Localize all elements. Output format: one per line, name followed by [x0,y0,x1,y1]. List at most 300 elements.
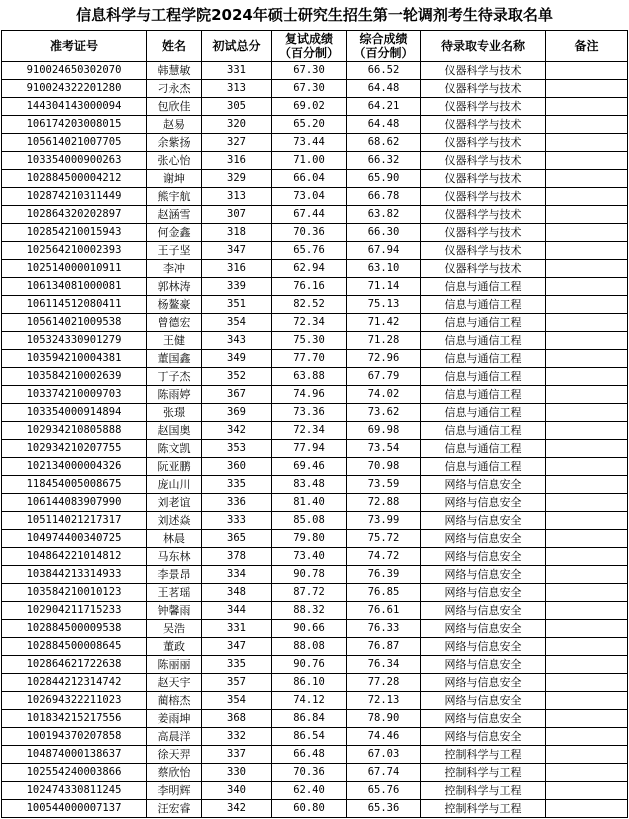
header-initial-score: 初试总分 [202,31,272,62]
cell-name: 庞山川 [147,476,202,494]
cell-composite-score: 64.21 [347,98,421,116]
cell-remark [546,584,628,602]
cell-exam-id: 102134000004326 [2,458,147,476]
cell-name: 李冲 [147,260,202,278]
table-row [2,152,628,170]
cell-name: 吴浩 [147,620,202,638]
cell-exam-id: 103594210004381 [2,350,147,368]
cell-composite-score: 76.61 [347,602,421,620]
cell-name: 高晨洋 [147,728,202,746]
cell-exam-id: 104864221014812 [2,548,147,566]
cell-major: 仪器科学与技术 [421,62,546,80]
cell-retest-score: 72.34 [272,422,347,440]
cell-exam-id: 910024650302070 [2,62,147,80]
table-row [2,782,628,800]
cell-remark [546,692,628,710]
cell-name: 李明辉 [147,782,202,800]
cell-retest-score: 81.40 [272,494,347,512]
cell-major: 仪器科学与技术 [421,188,546,206]
cell-initial-score: 316 [202,152,272,170]
cell-retest-score: 79.80 [272,530,347,548]
cell-remark [546,674,628,692]
table-body [2,62,628,818]
cell-composite-score: 69.98 [347,422,421,440]
cell-retest-score: 66.48 [272,746,347,764]
cell-composite-score: 71.14 [347,278,421,296]
cell-name: 包欣佳 [147,98,202,116]
cell-exam-id: 103354000900263 [2,152,147,170]
cell-exam-id: 105114021217317 [2,512,147,530]
cell-retest-score: 67.30 [272,62,347,80]
cell-composite-score: 76.34 [347,656,421,674]
table-row [2,188,628,206]
cell-exam-id: 144304143000094 [2,98,147,116]
cell-retest-score: 86.84 [272,710,347,728]
cell-exam-id: 102514000010911 [2,260,147,278]
cell-composite-score: 66.32 [347,152,421,170]
table-row [2,692,628,710]
cell-initial-score: 330 [202,764,272,782]
cell-composite-score: 65.76 [347,782,421,800]
cell-major: 网络与信息安全 [421,638,546,656]
cell-initial-score: 353 [202,440,272,458]
cell-name: 丁子杰 [147,368,202,386]
table-row [2,602,628,620]
table-row [2,764,628,782]
table-row [2,422,628,440]
cell-exam-id: 105614021007705 [2,134,147,152]
header-composite-line2: （百分制） [353,46,414,60]
cell-major: 网络与信息安全 [421,584,546,602]
cell-retest-score: 67.30 [272,80,347,98]
cell-composite-score: 73.54 [347,440,421,458]
cell-major: 信息与通信工程 [421,440,546,458]
cell-exam-id: 102904211715233 [2,602,147,620]
cell-remark [546,134,628,152]
cell-retest-score: 87.72 [272,584,347,602]
cell-composite-score: 64.48 [347,116,421,134]
cell-remark [546,80,628,98]
cell-retest-score: 63.88 [272,368,347,386]
cell-remark [546,296,628,314]
cell-composite-score: 76.33 [347,620,421,638]
cell-initial-score: 327 [202,134,272,152]
cell-major: 控制科学与工程 [421,746,546,764]
cell-retest-score: 90.76 [272,656,347,674]
cell-major: 仪器科学与技术 [421,260,546,278]
cell-major: 网络与信息安全 [421,548,546,566]
cell-exam-id: 102884500004212 [2,170,147,188]
cell-exam-id: 103584210002639 [2,368,147,386]
cell-exam-id: 106174203008015 [2,116,147,134]
cell-retest-score: 90.66 [272,620,347,638]
cell-remark [546,332,628,350]
cell-retest-score: 85.08 [272,512,347,530]
table-row [2,242,628,260]
cell-initial-score: 354 [202,314,272,332]
cell-remark [546,314,628,332]
cell-composite-score: 65.36 [347,800,421,818]
cell-retest-score: 83.48 [272,476,347,494]
cell-initial-score: 334 [202,566,272,584]
cell-composite-score: 73.59 [347,476,421,494]
table-row [2,404,628,422]
cell-major: 信息与通信工程 [421,350,546,368]
cell-exam-id: 102554240003866 [2,764,147,782]
cell-remark [546,170,628,188]
cell-remark [546,728,628,746]
cell-initial-score: 333 [202,512,272,530]
cell-retest-score: 70.36 [272,764,347,782]
cell-retest-score: 73.40 [272,548,347,566]
cell-name: 杨鳌豪 [147,296,202,314]
cell-exam-id: 106144083907990 [2,494,147,512]
cell-remark [546,656,628,674]
cell-initial-score: 342 [202,800,272,818]
cell-name: 马东林 [147,548,202,566]
cell-major: 仪器科学与技术 [421,224,546,242]
cell-initial-score: 348 [202,584,272,602]
cell-retest-score: 66.04 [272,170,347,188]
table-row [2,98,628,116]
cell-name: 王子坚 [147,242,202,260]
cell-initial-score: 340 [202,782,272,800]
table-row [2,656,628,674]
header-composite-score [347,31,421,62]
cell-remark [546,548,628,566]
admission-table [1,30,628,818]
cell-initial-score: 357 [202,674,272,692]
cell-initial-score: 351 [202,296,272,314]
table-row [2,170,628,188]
cell-name: 王健 [147,332,202,350]
cell-major: 信息与通信工程 [421,278,546,296]
cell-major: 信息与通信工程 [421,368,546,386]
table-row [2,386,628,404]
cell-initial-score: 360 [202,458,272,476]
cell-retest-score: 77.94 [272,440,347,458]
cell-composite-score: 72.13 [347,692,421,710]
cell-remark [546,422,628,440]
cell-exam-id: 103354000914894 [2,404,147,422]
cell-remark [546,440,628,458]
cell-remark [546,368,628,386]
cell-retest-score: 67.44 [272,206,347,224]
cell-composite-score: 67.94 [347,242,421,260]
table-row [2,710,628,728]
cell-major: 仪器科学与技术 [421,98,546,116]
cell-name: 熊宇航 [147,188,202,206]
cell-name: 姜雨坤 [147,710,202,728]
cell-retest-score: 74.96 [272,386,347,404]
cell-retest-score: 86.54 [272,728,347,746]
cell-exam-id: 105324330901279 [2,332,147,350]
cell-name: 徐天羿 [147,746,202,764]
cell-remark [546,800,628,818]
cell-retest-score: 60.80 [272,800,347,818]
cell-composite-score: 67.74 [347,764,421,782]
cell-major: 仪器科学与技术 [421,134,546,152]
cell-remark [546,530,628,548]
cell-exam-id: 102864621722638 [2,656,147,674]
cell-name: 张心怡 [147,152,202,170]
cell-exam-id: 102854210015943 [2,224,147,242]
cell-major: 网络与信息安全 [421,728,546,746]
cell-major: 控制科学与工程 [421,800,546,818]
cell-major: 控制科学与工程 [421,764,546,782]
table-row [2,206,628,224]
cell-exam-id: 103844213314933 [2,566,147,584]
cell-remark [546,710,628,728]
cell-exam-id: 101834215217556 [2,710,147,728]
cell-remark [546,260,628,278]
cell-major: 仪器科学与技术 [421,152,546,170]
cell-initial-score: 339 [202,278,272,296]
cell-major: 网络与信息安全 [421,530,546,548]
cell-retest-score: 77.70 [272,350,347,368]
cell-major: 网络与信息安全 [421,656,546,674]
cell-exam-id: 103584210010123 [2,584,147,602]
cell-major: 网络与信息安全 [421,494,546,512]
cell-name: 赵国奥 [147,422,202,440]
table-row [2,728,628,746]
table-row [2,314,628,332]
header-remark: 备注 [546,31,628,62]
cell-name: 赵涵雪 [147,206,202,224]
cell-remark [546,602,628,620]
cell-name: 钟馨雨 [147,602,202,620]
cell-retest-score: 65.76 [272,242,347,260]
cell-initial-score: 367 [202,386,272,404]
cell-retest-score: 82.52 [272,296,347,314]
header-retest-score [272,31,347,62]
cell-composite-score: 77.28 [347,674,421,692]
cell-exam-id: 100194370207858 [2,728,147,746]
cell-retest-score: 65.20 [272,116,347,134]
table-row [2,674,628,692]
cell-major: 仪器科学与技术 [421,170,546,188]
cell-composite-score: 75.13 [347,296,421,314]
cell-major: 仪器科学与技术 [421,242,546,260]
cell-retest-score: 69.46 [272,458,347,476]
table-row [2,116,628,134]
cell-exam-id: 102874210311449 [2,188,147,206]
cell-major: 网络与信息安全 [421,692,546,710]
cell-major: 仪器科学与技术 [421,80,546,98]
cell-major: 控制科学与工程 [421,782,546,800]
cell-major: 网络与信息安全 [421,674,546,692]
cell-major: 信息与通信工程 [421,422,546,440]
table-row [2,512,628,530]
cell-initial-score: 329 [202,170,272,188]
cell-name: 余紫扬 [147,134,202,152]
cell-remark [546,458,628,476]
cell-exam-id: 104874000138637 [2,746,147,764]
cell-remark [546,242,628,260]
cell-initial-score: 368 [202,710,272,728]
cell-name: 韩慧敏 [147,62,202,80]
table-row [2,368,628,386]
cell-exam-id: 103374210009703 [2,386,147,404]
cell-composite-score: 70.98 [347,458,421,476]
cell-initial-score: 320 [202,116,272,134]
cell-name: 林晨 [147,530,202,548]
cell-composite-score: 76.39 [347,566,421,584]
cell-major: 网络与信息安全 [421,620,546,638]
cell-name: 蔡欣怡 [147,764,202,782]
table-row [2,278,628,296]
cell-initial-score: 347 [202,242,272,260]
cell-initial-score: 332 [202,728,272,746]
cell-exam-id: 118454005008675 [2,476,147,494]
cell-composite-score: 68.62 [347,134,421,152]
cell-exam-id: 102884500009538 [2,620,147,638]
cell-composite-score: 65.90 [347,170,421,188]
table-row [2,800,628,818]
cell-exam-id: 910024322201280 [2,80,147,98]
cell-exam-id: 102934210805888 [2,422,147,440]
cell-initial-score: 318 [202,224,272,242]
cell-retest-score: 62.94 [272,260,347,278]
header-retest-line1: 复试成绩 [284,32,333,46]
cell-retest-score: 62.40 [272,782,347,800]
table-row [2,224,628,242]
cell-exam-id: 104974400340725 [2,530,147,548]
cell-major: 信息与通信工程 [421,332,546,350]
header-row [2,31,628,62]
cell-initial-score: 337 [202,746,272,764]
table-row [2,530,628,548]
cell-composite-score: 73.99 [347,512,421,530]
table-row [2,746,628,764]
cell-name: 蔺榕杰 [147,692,202,710]
cell-initial-score: 316 [202,260,272,278]
cell-remark [546,152,628,170]
cell-remark [546,188,628,206]
table-row [2,80,628,98]
cell-name: 阮亚鹏 [147,458,202,476]
table-row [2,476,628,494]
cell-name: 赵天宇 [147,674,202,692]
cell-remark [546,404,628,422]
cell-exam-id: 102864320202897 [2,206,147,224]
cell-initial-score: 313 [202,188,272,206]
cell-composite-score: 72.88 [347,494,421,512]
cell-composite-score: 71.42 [347,314,421,332]
cell-name: 赵易 [147,116,202,134]
cell-initial-score: 336 [202,494,272,512]
cell-exam-id: 100544000007137 [2,800,147,818]
header-name: 姓名 [147,31,202,62]
cell-initial-score: 307 [202,206,272,224]
cell-retest-score: 76.16 [272,278,347,296]
cell-composite-score: 63.82 [347,206,421,224]
cell-name: 曾德宏 [147,314,202,332]
cell-composite-score: 66.52 [347,62,421,80]
table-row [2,548,628,566]
cell-retest-score: 72.34 [272,314,347,332]
cell-remark [546,566,628,584]
table-row [2,584,628,602]
cell-major: 网络与信息安全 [421,512,546,530]
cell-retest-score: 73.04 [272,188,347,206]
cell-exam-id: 102694322211023 [2,692,147,710]
cell-composite-score: 72.96 [347,350,421,368]
cell-name: 何金鑫 [147,224,202,242]
cell-remark [546,98,628,116]
cell-composite-score: 64.48 [347,80,421,98]
table-row [2,332,628,350]
table-row [2,296,628,314]
cell-composite-score: 78.90 [347,710,421,728]
cell-major: 信息与通信工程 [421,314,546,332]
cell-composite-score: 63.10 [347,260,421,278]
cell-name: 董国鑫 [147,350,202,368]
table-row [2,62,628,80]
cell-name: 汪宏睿 [147,800,202,818]
cell-remark [546,620,628,638]
cell-initial-score: 331 [202,62,272,80]
cell-composite-score: 71.28 [347,332,421,350]
cell-remark [546,764,628,782]
page-title: 信息科学与工程学院2024年硕士研究生招生第一轮调剂考生待录取名单 [76,6,553,24]
cell-exam-id: 102474330811245 [2,782,147,800]
cell-remark [546,476,628,494]
header-composite-line1: 综合成绩 [359,32,408,46]
cell-remark [546,746,628,764]
cell-retest-score: 88.08 [272,638,347,656]
header-retest-line2: （百分制） [278,46,339,60]
cell-initial-score: 354 [202,692,272,710]
cell-major: 网络与信息安全 [421,710,546,728]
cell-composite-score: 74.72 [347,548,421,566]
cell-retest-score: 88.32 [272,602,347,620]
cell-initial-score: 378 [202,548,272,566]
cell-name: 王茗瑶 [147,584,202,602]
cell-retest-score: 73.44 [272,134,347,152]
table-row [2,566,628,584]
table-row [2,458,628,476]
cell-exam-id: 105614021009538 [2,314,147,332]
cell-initial-score: 331 [202,620,272,638]
cell-retest-score: 71.00 [272,152,347,170]
cell-initial-score: 305 [202,98,272,116]
cell-initial-score: 344 [202,602,272,620]
cell-remark [546,350,628,368]
table-row [2,260,628,278]
cell-remark [546,494,628,512]
cell-composite-score: 66.78 [347,188,421,206]
cell-remark [546,224,628,242]
cell-retest-score: 90.78 [272,566,347,584]
table-row [2,350,628,368]
cell-initial-score: 349 [202,350,272,368]
cell-composite-score: 67.03 [347,746,421,764]
cell-initial-score: 352 [202,368,272,386]
cell-name: 刘老谊 [147,494,202,512]
cell-retest-score: 75.30 [272,332,347,350]
cell-remark [546,782,628,800]
cell-initial-score: 342 [202,422,272,440]
cell-name: 陈雨婷 [147,386,202,404]
cell-major: 仪器科学与技术 [421,116,546,134]
cell-major: 信息与通信工程 [421,296,546,314]
cell-name: 陈文凯 [147,440,202,458]
cell-remark [546,62,628,80]
cell-name: 谢坤 [147,170,202,188]
cell-name: 刘述焱 [147,512,202,530]
cell-exam-id: 102564210002393 [2,242,147,260]
